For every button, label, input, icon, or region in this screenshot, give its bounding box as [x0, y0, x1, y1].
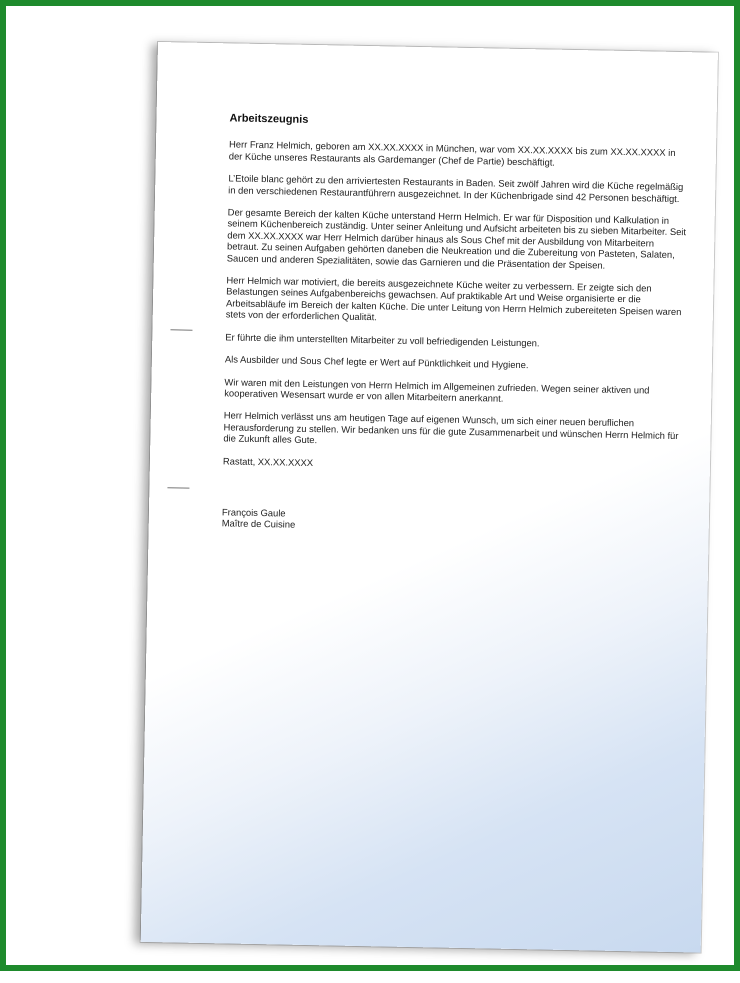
document-page — [141, 42, 718, 953]
paragraph-restaurant: L’Etoile blanc gehört zu den arriviertesten Restaurants in Baden. Seit zwölf Jahren wird die Küche regelmäßig in den verschiedenen Restaurantführern ausgezeichnet. In der Küchenbrigade sind 42 Personen beschäftigt. — [228, 172, 684, 204]
paragraph-assessment: Wir waren mit den Leistungen von Herrn Helmich im Allgemeinen zufrieden. Wegen seiner aktiven und kooperativen Wesensart wurde er von allen Mitarbeitern anerkannt. — [224, 375, 650, 404]
paragraph-duties: Der gesamte Bereich der kalten Küche unterstand Herrn Helmich. Er war für Disposition und Kalkulation in seinem Küchenbereich zuständig. Unter seiner Anleitung und Aufsicht arbeiteten bis zu sieben Mitarbeiter. Seit dem XX.XX.XXXX war Herr Helmich darüber hinaus als Sous Chef mit der Ausbildung von Mitarbeitern betraut. Zu seinen Aufgaben gehörten daneben die Neukreation und die Zubereitung von Pasteten, Salaten, Saucen und anderen Spezialitäten, sowie das Garnieren und die Präsentation der Speisen. — [226, 206, 687, 271]
fold-mark-upper — [170, 329, 192, 330]
paragraph-performance: Herr Helmich war motiviert, die bereits ausgezeichnete Küche weiter zu verbessern. Er zeigte sich den Belastungen seines Aufgabenbereichs gewachsen. Auf praktikable Art und Weise organisierte er die Arbeitsabläufe im Bereich der kalten Küche. Die unter Leitung von Herrn Helmich zubereiteten Speisen waren stets von der erforderlichen Qualität. — [225, 274, 682, 323]
place-date: Rastatt, XX.XX.XXXX — [222, 454, 314, 468]
signature-name: François Gaule — [221, 506, 286, 519]
paragraph-employment: Herr Franz Helmich, geboren am XX.XX.XXXX in München, war vom XX.XX.XXXX bis zum XX.XX.XXXX in der Küche unseres Restaurants als Gardemanger (Chef de Partie) beschäftigt. — [228, 138, 676, 168]
document-title: Arbeitszeugnis — [229, 112, 309, 126]
signature-role: Maître de Cuisine — [221, 517, 296, 531]
paragraph-farewell: Herr Helmich verlässt uns am heutigen Tage auf eigenen Wunsch, um sich einer neuen beruflichen Herausforderung zu stellen. Wir bedanken uns für die gute Zusammenarbeit und wünschen Herrn Helmich für die Zukunft alles Gute. — [223, 409, 679, 446]
fold-mark-lower — [167, 487, 189, 488]
document-page-wrapper — [140, 42, 728, 983]
paragraph-trainer: Als Ausbilder und Sous Chef legte er Wert auf Pünktlichkeit und Hygiene. — [224, 353, 529, 371]
document-body — [222, 113, 690, 538]
paragraph-leadership: Er führte die ihm unterstellten Mitarbeiter zu voll befriedigenden Leistungen. — [225, 331, 540, 349]
